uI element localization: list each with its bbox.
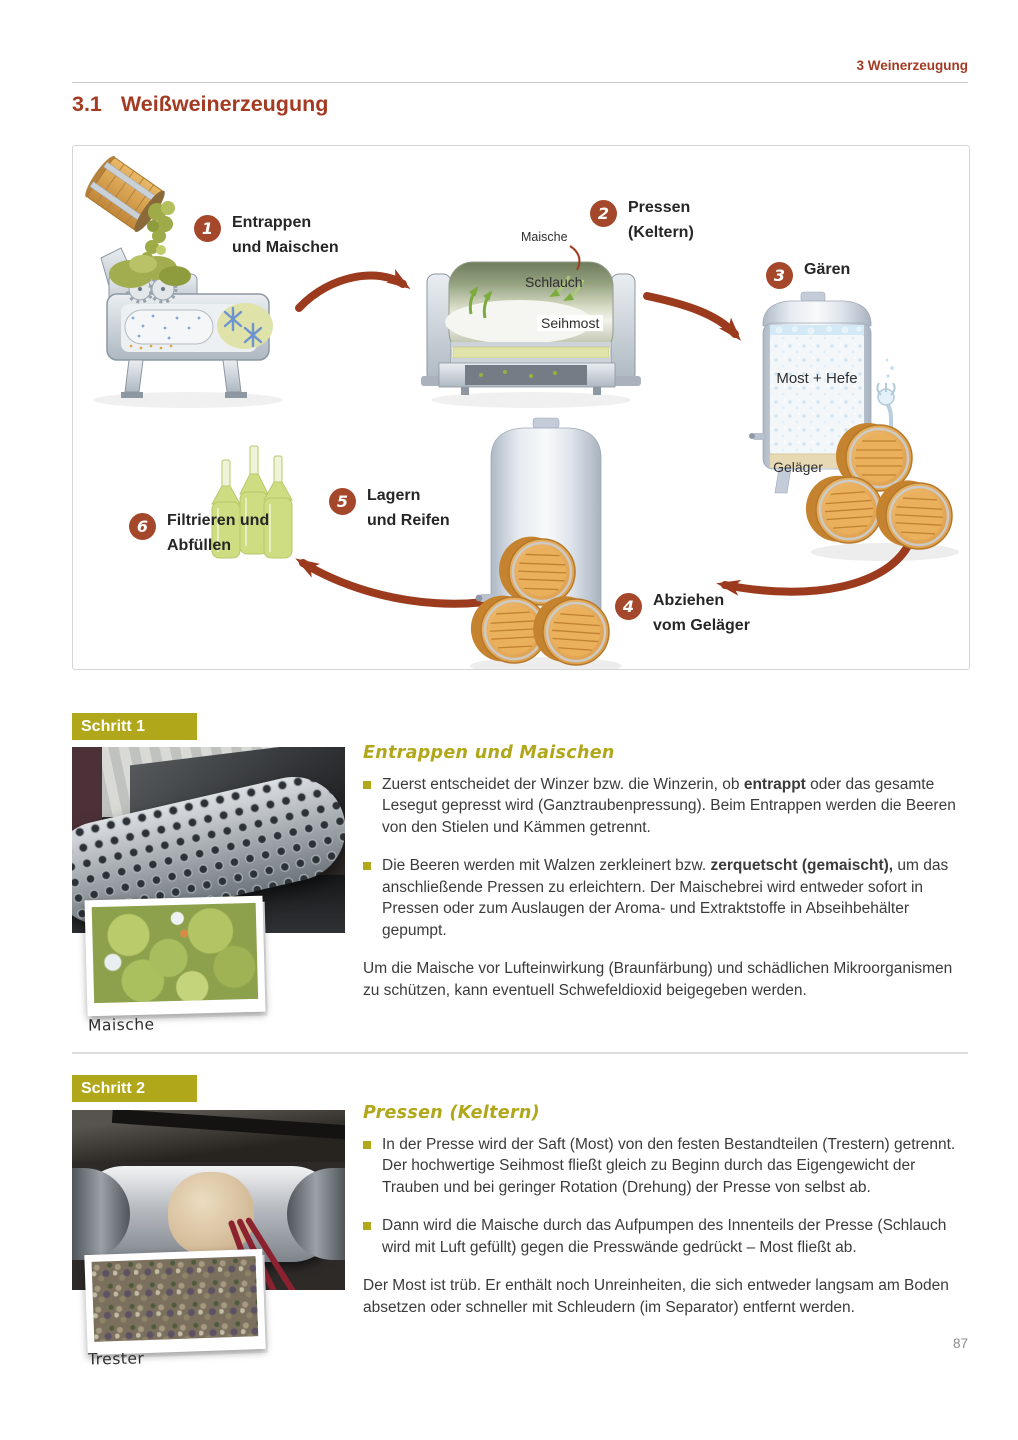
step-number-badge: 6 (129, 513, 156, 540)
section-heading: Pressen (Keltern) (363, 1103, 540, 1123)
maische-photo (92, 903, 258, 1003)
photo-caption: Maische (87, 1015, 155, 1035)
step-number-badge: 5 (329, 488, 356, 515)
title-text: Weißweinerzeugung (120, 92, 329, 116)
process-diagram (72, 145, 970, 670)
diagram-step-lagern (329, 483, 450, 533)
step-number-badge: 2 (590, 200, 617, 227)
polaroid-trester (84, 1249, 265, 1355)
step-number-badge: 4 (615, 593, 642, 620)
label-schlauch: Schlauch (525, 274, 583, 290)
diagram-step-pressen (590, 195, 694, 245)
bullet-item (363, 774, 969, 839)
bullet-square-icon (363, 781, 371, 789)
section-badge-schritt-1: Schritt 1 (72, 713, 197, 740)
bullet-item (363, 1215, 969, 1258)
bullet-item (363, 1134, 969, 1199)
header-rule (72, 82, 968, 83)
trester-photo (92, 1256, 259, 1342)
running-header: 3 Weinerzeugung (856, 58, 968, 73)
label-maische: Maische (521, 230, 568, 244)
section-paragraph: Um die Maische vor Lufteinwirkung (Braunfärbung) und schädlichen Mikroorganismen zu schützen, kann eventuell Schwefeldioxid beigegeben werden. (363, 960, 953, 999)
step-label: Lagern und Reifen (367, 487, 450, 529)
label-gelaeger: Geläger (773, 459, 823, 475)
polaroid-maische (85, 896, 266, 1017)
bullet-text: Dann wird die Maische durch das Aufpumpen des Innenteils der Presse (Schlauch wird mit Luft gefüllt) gegen die Presswände gedrückt – Most fließt ab. (382, 1217, 947, 1256)
bullet-text: Zuerst entscheidet der Winzer bzw. die Winzerin, ob entrappt oder das gesamte Lesegut gepresst wird (Ganztraubenpressung). Beim Entrappen werden die Beeren von den Stielen und Kämmen getrennt. (382, 775, 956, 836)
section-text-schritt-1 (363, 743, 969, 1017)
bullet-square-icon (363, 1222, 371, 1230)
bullet-text: In der Presse wird der Saft (Most) von den festen Bestandteilen (Trestern) getrennt. Der hochwertige Seihmost fließt gleich zu Beginn durch das Eigengewicht der Trauben und bei geringer Rotation (Drehung) der Presse von selbst ab. (382, 1135, 956, 1196)
section-paragraph: Der Most ist trüb. Er enthält noch Unreinheiten, die sich entweder langsam am Boden absetzen oder schneller mit Schleudern (im Separator) entfernt werden. (363, 1277, 949, 1316)
page-title (72, 92, 328, 117)
section-heading: Entrappen und Maischen (363, 743, 615, 763)
diagram-step-gaeren (766, 257, 850, 289)
diagram-step-filtrieren (129, 508, 269, 558)
step-label: Filtrieren und Abfüllen (167, 512, 270, 554)
step-label: Entrappen und Maischen (232, 214, 339, 256)
bullet-square-icon (363, 862, 371, 870)
diagram-step-entrappen (194, 210, 339, 260)
section-badge-schritt-2: Schritt 2 (72, 1075, 197, 1102)
title-number: 3.1 (72, 92, 102, 116)
destemmer-illustration (101, 248, 273, 398)
step-label: Abziehen vom Geläger (653, 592, 750, 634)
press-illustration (421, 246, 641, 395)
bullet-item (363, 855, 969, 941)
section-divider (72, 1052, 968, 1054)
photo-caption: Trester (87, 1349, 145, 1369)
label-most-hefe: Most + Hefe (776, 370, 858, 387)
step-label: Gären (804, 261, 851, 278)
diagram-step-abziehen (615, 588, 750, 638)
bullet-square-icon (363, 1141, 371, 1149)
section-text-schritt-2 (363, 1103, 969, 1334)
step-number-badge: 3 (766, 262, 793, 289)
page-number: 87 (952, 1336, 968, 1351)
bullet-text: Die Beeren werden mit Walzen zerkleinert bzw. zerquetscht (gemaischt), um das anschließende Pressen zu erleichtern. Der Maischebrei wird entweder sofort in Pressen oder zum Auslaugen der Aroma- und Extraktstoffe in Abseihbehälter gepumpt. (382, 857, 949, 939)
step-number-badge: 1 (194, 215, 221, 242)
step-label: Pressen (Keltern) (628, 199, 694, 241)
label-seihmost: Seihmost (537, 315, 603, 331)
grape-tub-illustration (81, 153, 175, 274)
